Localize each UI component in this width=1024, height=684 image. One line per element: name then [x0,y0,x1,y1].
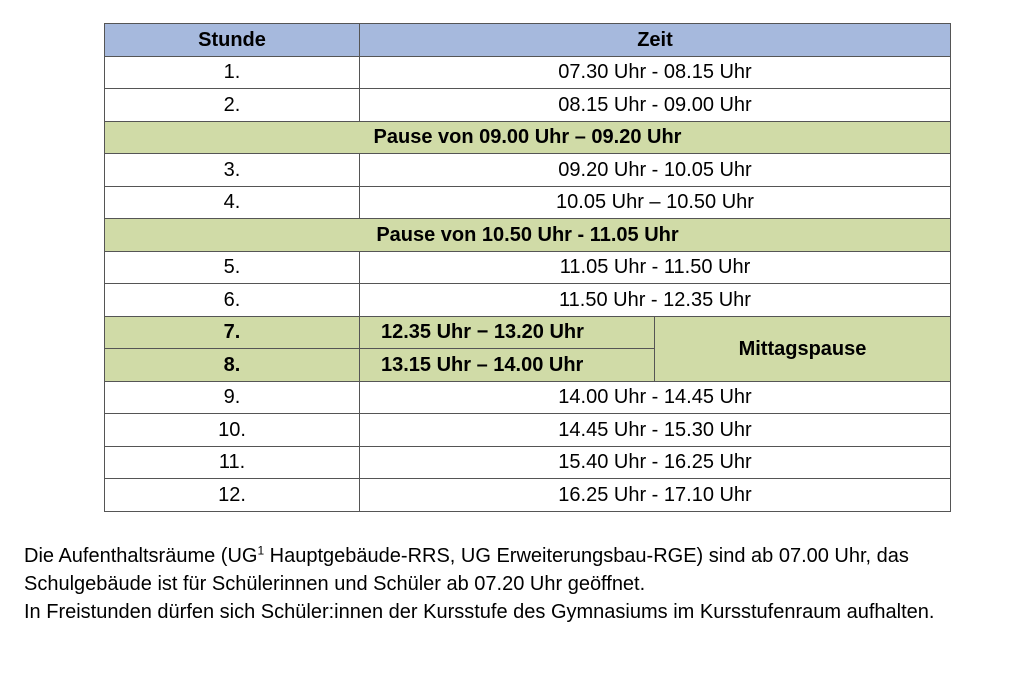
stunde-cell: 6. [105,284,360,317]
zeit-cell: 16.25 Uhr - 17.10 Uhr [360,479,951,512]
table-row [105,381,951,414]
table-row [105,479,951,512]
stunde-cell: 5. [105,251,360,284]
zeit-cell: 14.45 Uhr - 15.30 Uhr [360,414,951,447]
pause-cell: Pause von 10.50 Uhr - 11.05 Uhr [105,219,951,252]
header-stunde: Stunde [105,24,360,57]
table-row [105,446,951,479]
table-row [105,284,951,317]
zeit-cell: 09.20 Uhr - 10.05 Uhr [360,154,951,187]
note-text: Hauptgebäude-RRS, UG Erweiterungsbau-RGE) sind ab 07.00 Uhr, das Schulgebäude ist für Schülerinnen und Schüler ab 07.20 Uhr geöffnet. [24,545,909,595]
table-row [105,414,951,447]
stunde-cell: 11. [105,446,360,479]
note-opening-hours [24,542,1009,598]
mittagspause-cell: Mittagspause [655,316,951,381]
lunch-row [105,316,951,349]
stunde-cell: 9. [105,381,360,414]
table-row [105,186,951,219]
table-row [105,56,951,89]
zeit-cell: 11.05 Uhr - 11.50 Uhr [360,251,951,284]
zeit-cell: 12.35 Uhr − 13.20 Uhr [360,316,655,349]
pause-row [105,121,951,154]
schedule-table [104,23,951,512]
note-free-periods: In Freistunden dürfen sich Schüler:innen der Kursstufe des Gymnasiums im Kursstufenraum aufhalten. [24,601,935,623]
header-zeit: Zeit [360,24,951,57]
pause-row [105,219,951,252]
stunde-cell: 12. [105,479,360,512]
zeit-cell: 15.40 Uhr - 16.25 Uhr [360,446,951,479]
table-row [105,154,951,187]
stunde-cell: 10. [105,414,360,447]
zeit-cell: 10.05 Uhr – 10.50 Uhr [360,186,951,219]
stunde-cell: 3. [105,154,360,187]
zeit-cell: 07.30 Uhr - 08.15 Uhr [360,56,951,89]
stunde-cell: 8. [105,349,360,382]
table-header-row [105,24,951,57]
pause-cell: Pause von 09.00 Uhr – 09.20 Uhr [105,121,951,154]
note-text: Die Aufenthaltsräume (UG [24,545,258,567]
table-row [105,89,951,122]
info-notes [24,542,1009,626]
stunde-cell: 2. [105,89,360,122]
stunde-cell: 4. [105,186,360,219]
zeit-cell: 11.50 Uhr - 12.35 Uhr [360,284,951,317]
table-row [105,251,951,284]
zeit-cell: 13.15 Uhr – 14.00 Uhr [360,349,655,382]
stunde-cell: 1. [105,56,360,89]
footnote-marker: 1 [257,543,265,558]
zeit-cell: 14.00 Uhr - 14.45 Uhr [360,381,951,414]
stunde-cell: 7. [105,316,360,349]
zeit-cell: 08.15 Uhr - 09.00 Uhr [360,89,951,122]
